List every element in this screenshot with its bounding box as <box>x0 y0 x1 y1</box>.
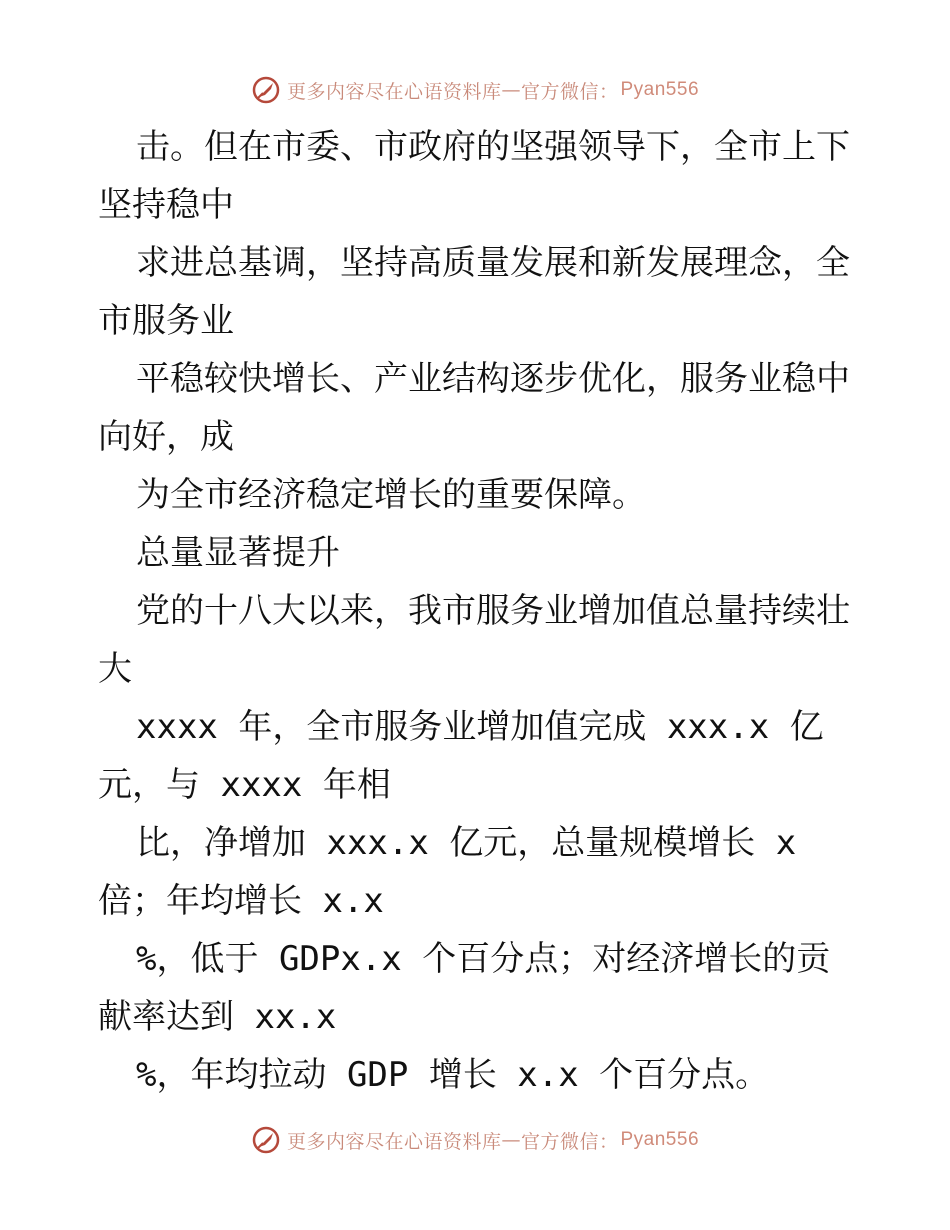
paragraph: %，年均拉动 GDP 增长 x.x 个百分点。 <box>136 1055 770 1095</box>
paragraph: 平稳较快增长、产业结构逐步优化，服务业稳中向好，成 <box>98 359 850 457</box>
paragraph: 击。但在市委、市政府的坚强领导下，全市上下坚持稳中 <box>98 127 850 225</box>
document-body <box>98 118 858 1104</box>
watermark-official: 官方微信： <box>520 80 619 103</box>
watermark-wechat: Pyan556 <box>620 1129 700 1150</box>
section-heading: 总量显著提升 <box>136 533 340 573</box>
footer-watermark <box>0 1120 950 1160</box>
paragraph: %，低于 GDPx.x 个百分点；对经济增长的贡献率达到 xx.x <box>98 939 831 1037</box>
paragraph: 比，净增加 xxx.x 亿元，总量规模增长 x倍；年均增长 x.x <box>98 823 797 921</box>
watermark-official: 官方微信： <box>520 1130 619 1153</box>
watermark-wechat: Pyan556 <box>620 79 700 100</box>
quill-logo-icon <box>251 1125 281 1155</box>
paragraph: 求进总基调，坚持高质量发展和新发展理念，全市服务业 <box>98 243 850 341</box>
watermark-text: 更多内容尽在心语资料库 <box>286 1130 502 1153</box>
header-watermark <box>0 70 950 110</box>
quill-logo-icon <box>251 75 281 105</box>
watermark-text: 更多内容尽在心语资料库 <box>286 80 502 103</box>
paragraph: 为全市经济稳定增长的重要保障。 <box>136 475 646 515</box>
paragraph: 党的十八大以来，我市服务业增加值总量持续壮大 <box>98 591 850 689</box>
watermark-dash: — <box>501 1129 521 1151</box>
watermark-dash: — <box>501 79 521 101</box>
paragraph: xxxx 年，全市服务业增加值完成 xxx.x 亿元，与 xxxx 年相 <box>98 707 824 805</box>
